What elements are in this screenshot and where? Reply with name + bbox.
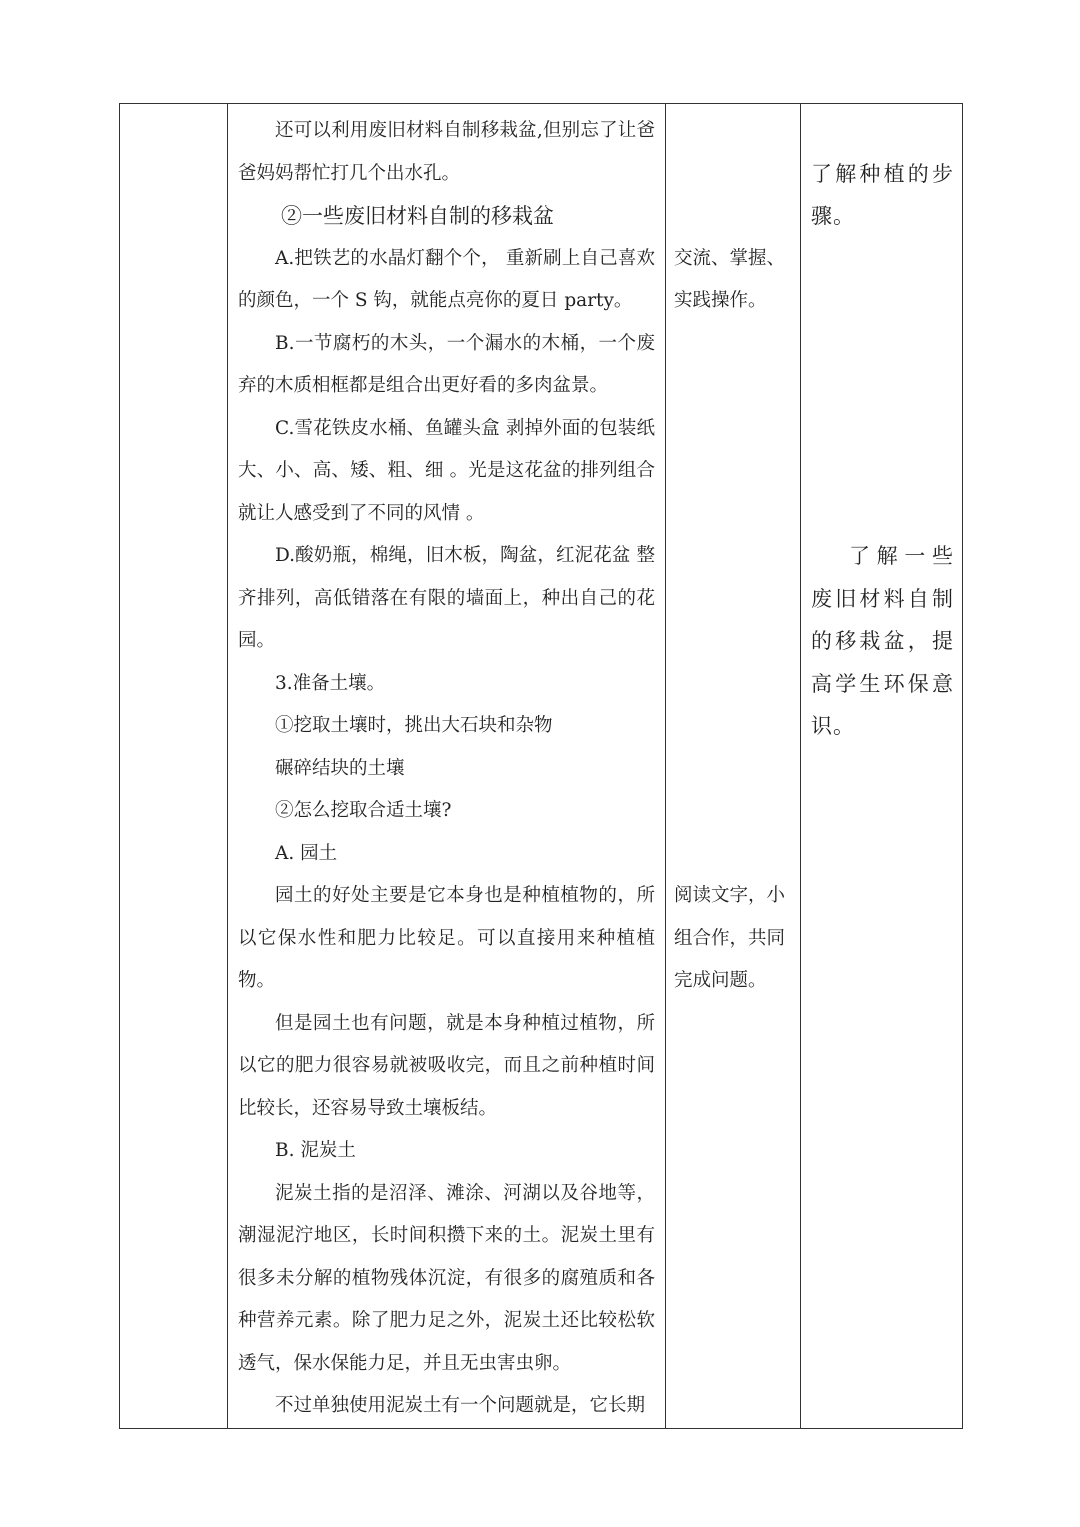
student-activity-note: 交流、掌握、实践操作。: [674, 247, 786, 311]
content-paragraph: 碾碎结块的土壤: [275, 757, 405, 779]
student-activity-note: 阅读文字，小组合作，共同完成问题。: [674, 885, 786, 991]
content-paragraph: 但是园土也有问题，就是本身种植过植物，所以它的肥力很容易就被吸收完，而且之前种植时间比较长，还容易导致土壤板结。: [238, 1012, 655, 1119]
student-activities: [666, 104, 800, 1428]
student-activity-cell: [666, 104, 801, 1429]
content-paragraph: A.把铁艺的水晶灯翻个个， 重新刷上自己喜欢的颜色，一个 S 钩，就能点亮你的夏日 party。: [238, 247, 655, 311]
empty-column-cell: [120, 104, 228, 1429]
content-paragraph: 3.准备土壤。: [275, 672, 386, 694]
content-paragraph: 不过单独使用泥炭土有一个问题就是，它长期: [275, 1395, 646, 1416]
lesson-content-cell: [228, 104, 666, 1429]
content-paragraph: ②怎么挖取合适土壤?: [275, 800, 452, 821]
content-paragraph: C.雪花铁皮水桶、鱼罐头盒 剥掉外面的包装纸 大、小、高、矮、粗、细 。光是这花盆的排列组合就让人感受到了不同的风情 。: [238, 417, 655, 524]
content-paragraph: B.一节腐朽的木头，一个漏水的木桶，一个废弃的木质相框都是组合出更好看的多肉盆景。: [238, 332, 655, 396]
content-paragraph: 园土的好处主要是它本身也是种植植物的，所以它保水性和肥力比较足。可以直接用来种植植物。: [238, 885, 655, 991]
content-paragraph: B. 泥炭土: [275, 1140, 356, 1161]
design-intent-note: 了解种植的步骤。: [811, 161, 954, 228]
design-intent-cell: [801, 104, 963, 1429]
table-row: [120, 104, 963, 1429]
content-paragraph: 还可以利用废旧材料自制移栽盆,但别忘了让爸爸妈妈帮忙打几个出水孔。: [238, 120, 655, 184]
design-intent: [801, 104, 962, 1428]
lesson-content: [228, 104, 665, 1428]
content-paragraph: ①挖取土壤时，挑出大石块和杂物: [275, 715, 553, 736]
design-intent-note: 了解一些废旧材料自制的移栽盆，提高学生环保意识。: [811, 544, 954, 738]
lesson-plan-table: [119, 103, 963, 1429]
content-paragraph: D.酸奶瓶，棉绳，旧木板，陶盆，红泥花盆 整齐排列，高低错落在有限的墙面上，种出自己的花园。: [238, 545, 655, 651]
content-paragraph: 泥炭土指的是沼泽、滩涂、河湖以及谷地等，潮湿泥泞地区，长时间积攒下来的土。泥炭土里有很多未分解的植物残体沉淀，有很多的腐殖质和各种营养元素。除了肥力足之外，泥炭土还比较松软透气，保水保能力足，并且无虫害虫卵。: [238, 1182, 655, 1374]
section-heading: ②一些废旧材料自制的移栽盆: [281, 204, 554, 228]
content-paragraph: A. 园土: [275, 842, 338, 864]
